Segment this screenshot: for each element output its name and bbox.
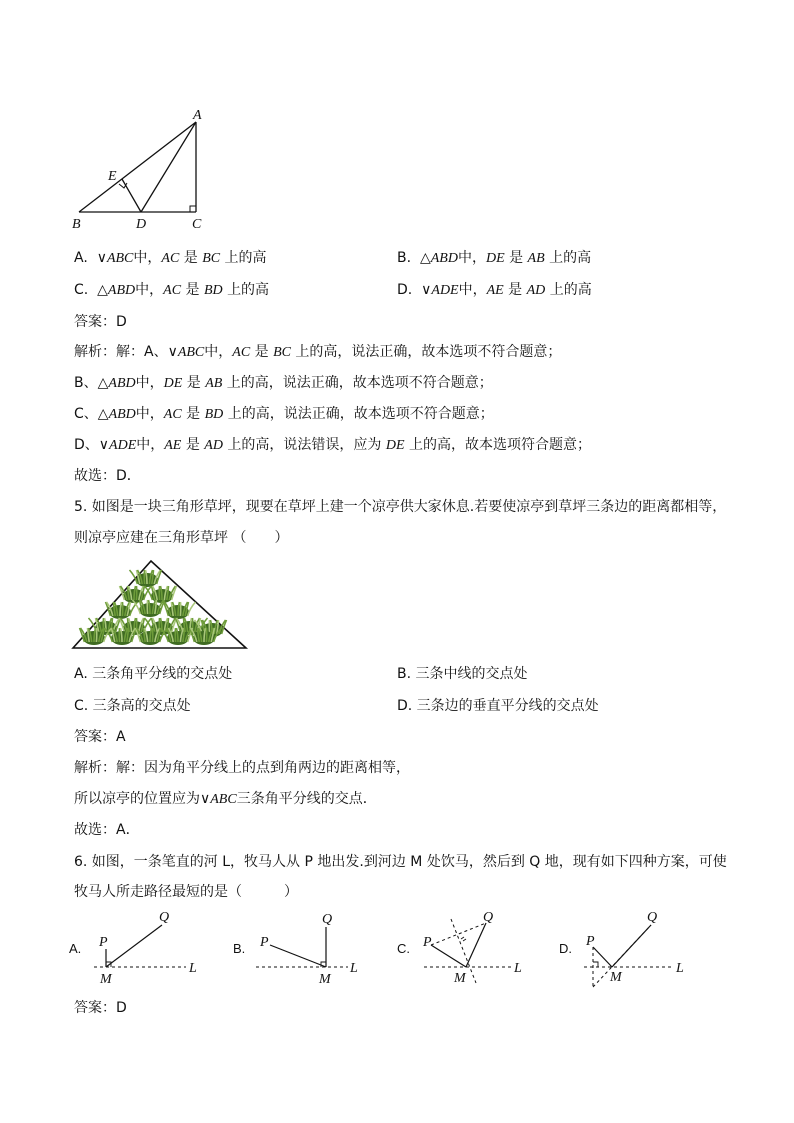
- segment: BD: [204, 407, 224, 422]
- label-q: Q: [483, 910, 494, 925]
- triangle-symbol: ∨: [96, 250, 107, 266]
- triangle-symbol: △: [419, 250, 431, 266]
- text: 中，: [136, 437, 165, 453]
- q4-analysis-line-3: [74, 405, 494, 424]
- text: 是: [183, 250, 198, 266]
- segment: AC: [163, 407, 182, 422]
- text: 上的高，故本选项符合题意；: [408, 437, 591, 453]
- option-letter: A.: [74, 250, 88, 266]
- q5-analysis-line-2: [74, 790, 377, 809]
- text: 是: [254, 344, 269, 360]
- segment-de: [122, 179, 141, 212]
- text: 中，: [204, 344, 233, 360]
- q5-option-a: A. 三条角平分线的交点处: [74, 666, 233, 682]
- label-m: M: [100, 972, 112, 987]
- text: 上的高: [549, 282, 592, 298]
- right-angle-mark-c: [190, 206, 196, 212]
- segment: DE: [385, 438, 405, 453]
- q5-option-c: C. 三条高的交点处: [74, 698, 191, 714]
- triangle-symbol: ∨: [98, 437, 110, 453]
- text: 是: [185, 282, 200, 298]
- option-letter: B.: [397, 250, 412, 266]
- label-q: Q: [322, 912, 333, 927]
- q6-figure-a: [66, 905, 216, 987]
- triangle-symbol: ∨: [421, 282, 432, 298]
- q4-analysis-line-1: [74, 343, 561, 362]
- triangle-symbol: ∨: [200, 791, 211, 807]
- segment: AB: [205, 376, 223, 391]
- text: 上的高: [227, 282, 270, 298]
- q4-option-a: [74, 249, 267, 268]
- q6-figure-b: [230, 905, 380, 987]
- triangle-abc-figure: [64, 104, 224, 234]
- text: B、: [74, 375, 98, 391]
- label-p: P: [99, 935, 108, 950]
- triangle-name: ADE: [109, 438, 137, 453]
- text: 中，: [458, 282, 487, 298]
- q5-answer: 答案：A: [74, 729, 126, 745]
- path-pm: [593, 947, 612, 967]
- text: 是: [509, 250, 524, 266]
- right-angle-mark: [593, 962, 598, 967]
- text: 中，: [135, 375, 164, 391]
- label-d: D: [136, 217, 147, 232]
- text: 上的高，说法错误，应为: [227, 437, 382, 453]
- segment: DE: [163, 376, 183, 391]
- path-pm: [431, 945, 466, 967]
- option-letter: C.: [74, 282, 89, 298]
- triangle-symbol: △: [97, 282, 108, 298]
- label-m: M: [319, 972, 331, 987]
- segment-ab: [79, 122, 196, 212]
- q5-stem-line-1: 5. 如图是一块三角形草坪，现要在草坪上建一个凉亭供大家休息.若要使凉亭到草坪三条边的距离都相等，: [74, 499, 727, 515]
- label-l: L: [189, 961, 197, 976]
- q4-choose: 故选：D．: [74, 468, 141, 484]
- text: 中，: [135, 406, 164, 422]
- triangle-name: ABD: [430, 251, 458, 266]
- segment: AE: [164, 438, 182, 453]
- text: 是: [186, 406, 201, 422]
- right-angle-mark-e: [119, 183, 127, 188]
- q4-option-b: [397, 249, 591, 268]
- q6-figure-d: [556, 905, 706, 995]
- label-l: L: [350, 961, 358, 976]
- path-pm: [270, 945, 326, 967]
- triangle-name: ABD: [107, 283, 136, 298]
- q6-figure-c: [394, 905, 544, 987]
- segment: AC: [232, 345, 251, 360]
- text: 是: [186, 375, 201, 391]
- q5-option-d: D. 三条边的垂直平分线的交点处: [397, 698, 599, 714]
- triangle-name: ABC: [177, 345, 205, 360]
- text: 是: [185, 437, 200, 453]
- text: 三条角平分线的交点．: [236, 791, 377, 807]
- grass-tufts: [80, 570, 227, 645]
- label-p: P: [260, 935, 269, 950]
- triangle-name: ABD: [108, 407, 136, 422]
- text: C、: [74, 406, 98, 422]
- text: 所以凉亭的位置应为: [74, 791, 200, 807]
- label-q: Q: [159, 910, 170, 925]
- text: 上的高，说法正确，故本选项不符合题意；: [295, 344, 562, 360]
- figure-letter: C.: [397, 941, 410, 956]
- grass-triangle-figure: [70, 558, 250, 653]
- triangle-symbol: △: [97, 375, 109, 391]
- segment: AB: [527, 251, 545, 266]
- text: 上的高，说法正确，故本选项不符合题意；: [227, 406, 494, 422]
- segment: AE: [486, 283, 504, 298]
- q5-option-b: B. 三条中线的交点处: [397, 666, 528, 682]
- q6-answer: 答案：D: [74, 1000, 127, 1016]
- text: 中，: [135, 282, 164, 298]
- triangle-symbol: △: [97, 406, 109, 422]
- q4-option-d: [397, 281, 592, 300]
- q4-analysis-line-2: [74, 374, 493, 393]
- triangle-name: ABC: [106, 251, 134, 266]
- text: 中，: [133, 250, 162, 266]
- label-m: M: [454, 971, 466, 986]
- segment: BC: [273, 345, 291, 360]
- segment: BC: [202, 251, 221, 266]
- label-b: B: [72, 217, 81, 232]
- triangle-name: ADE: [431, 283, 459, 298]
- path-mq: [466, 923, 486, 967]
- text: 解析：解：A、: [74, 344, 168, 360]
- label-l: L: [676, 961, 684, 976]
- text: 是: [508, 282, 523, 298]
- path-mq: [612, 925, 651, 967]
- q5-stem-line-2: 则凉亭应建在三角形草坪 （ ）: [74, 530, 289, 546]
- label-p: P: [423, 935, 432, 950]
- triangle-name: ABD: [108, 376, 136, 391]
- option-letter: D.: [397, 282, 413, 298]
- triangle-symbol: ∨: [167, 344, 178, 360]
- segment: AC: [163, 283, 182, 298]
- segment: AD: [526, 283, 546, 298]
- text: 中，: [457, 250, 486, 266]
- text: 上的高: [224, 250, 267, 266]
- segment: AD: [204, 438, 223, 453]
- segment: DE: [485, 251, 505, 266]
- segment-ad: [141, 122, 196, 212]
- q4-analysis-line-4: [74, 436, 591, 455]
- label-a: A: [193, 108, 202, 123]
- q4-answer: 答案：D: [74, 314, 127, 330]
- label-p: P: [586, 934, 595, 949]
- q6-stem-line-2: 牧马人所走路径最短的是（ ）: [74, 884, 298, 900]
- text: 上的高: [549, 250, 592, 266]
- segment: AC: [161, 251, 180, 266]
- q6-stem-line-1: 6. 如图，一条笔直的河 L，牧马人从 P 地出发.到河边 M 处饮马，然后到 Q 地，现有如下四种方案，可使: [74, 854, 727, 870]
- label-q: Q: [647, 910, 658, 925]
- text: D、: [74, 437, 99, 453]
- label-l: L: [514, 961, 522, 976]
- triangle-name: ABC: [210, 792, 237, 807]
- tick-mark: [461, 937, 466, 941]
- text: 上的高，说法正确，故本选项不符合题意；: [226, 375, 493, 391]
- figure-letter: B.: [233, 941, 246, 956]
- q5-analysis-line-1: 解析：解：因为角平分线上的点到角两边的距离相等，: [74, 760, 410, 776]
- figure-letter: D.: [559, 941, 572, 956]
- label-c: C: [192, 217, 202, 232]
- label-m: M: [610, 970, 622, 985]
- figure-letter: A.: [69, 941, 82, 956]
- segment: BD: [203, 283, 223, 298]
- q5-choose: 故选：A．: [74, 822, 140, 838]
- path-mq: [106, 925, 162, 967]
- q4-option-c: [74, 281, 269, 300]
- label-e: E: [108, 169, 117, 184]
